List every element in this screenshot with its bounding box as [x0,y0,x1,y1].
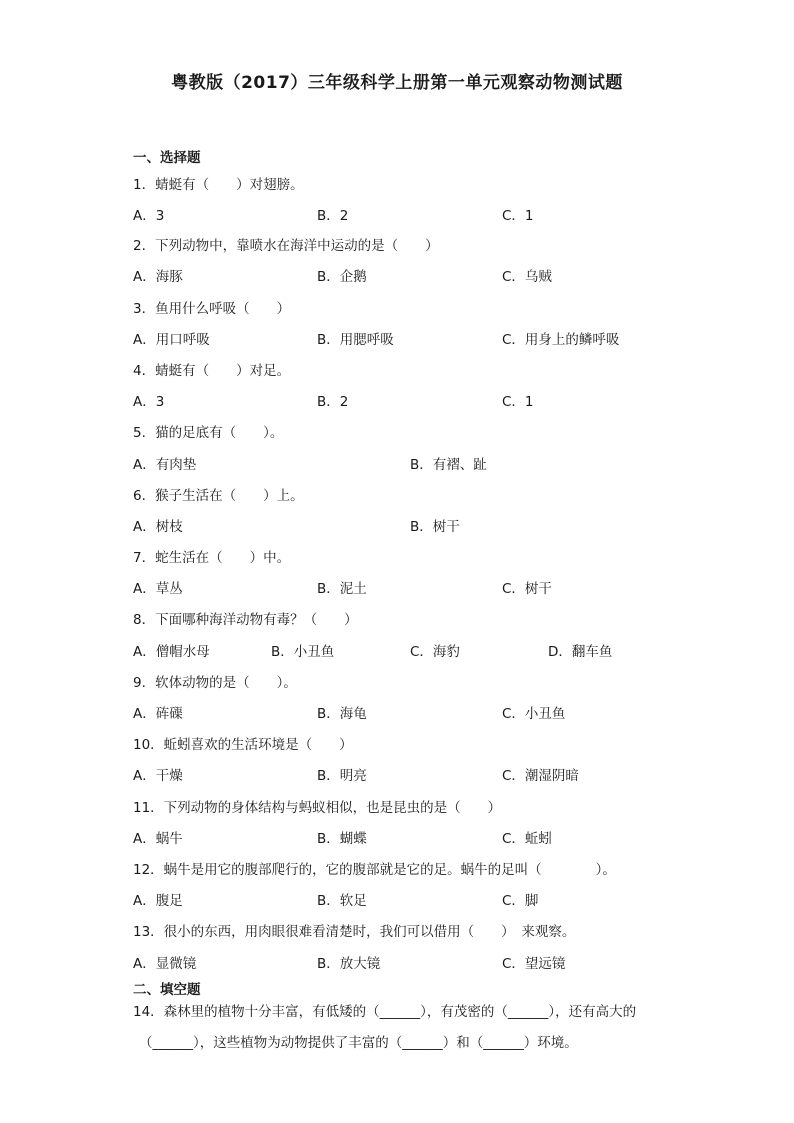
option-b: B．有褶、趾 [410,457,487,473]
question-stem: 10．蚯蚓喜欢的生活环境是（ ） [133,737,353,753]
option-c: C．树干 [502,581,552,597]
question-stem: 9．软体动物的是（ ）。 [133,675,297,691]
option-b: B．软足 [317,893,367,909]
option-b: B．泥土 [317,581,367,597]
option-a: A．蜗牛 [133,831,183,847]
option-b: B．树干 [410,519,460,535]
option-a: A．3 [133,208,165,224]
option-a: A．海豚 [133,269,183,285]
section-heading-choice: 一、选择题 [133,150,201,166]
question-stem: 7．蛇生活在（ ）中。 [133,550,291,566]
option-c: C．脚 [502,893,539,909]
option-b: B．2 [317,394,349,410]
option-b: B．用腮呼吸 [317,332,394,348]
option-a: A．砗磲 [133,706,183,722]
question-stem: 3．鱼用什么呼吸（ ） [133,301,291,317]
option-a: A．僧帽水母 [133,644,210,660]
option-a: A．有肉垫 [133,457,197,473]
option-a: A．显微镜 [133,956,197,972]
option-c: C．蚯蚓 [502,831,552,847]
option-a: A．3 [133,394,165,410]
option-d: D．翻车鱼 [548,644,613,660]
question-stem: 13．很小的东西，用肉眼很难看清楚时，我们可以借用（ ） 来观察。 [133,924,576,940]
section-heading-fill: 二、填空题 [133,982,201,998]
question-stem: 5．猫的足底有（ ）。 [133,425,284,441]
option-b: B．放大镜 [317,956,381,972]
question-stem: 6．猴子生活在（ ）上。 [133,488,304,504]
question-stem: 2．下列动物中，靠喷水在海洋中运动的是（ ） [133,238,439,254]
option-c: C．海豹 [410,644,460,660]
question-stem: 8．下面哪种海洋动物有毒？（ ） [133,612,358,628]
option-a: A．用口呼吸 [133,332,210,348]
option-b: B．企鹅 [317,269,367,285]
question-stem: 11．下列动物的身体结构与蚂蚁相似，也是昆虫的是（ ） [133,800,502,816]
option-c: C．1 [502,208,534,224]
question-stem: 4．蜻蜓有（ ）对足。 [133,363,291,379]
page-title: 粤教版（2017）三年级科学上册第一单元观察动物测试题 [171,73,623,93]
option-a: A．草丛 [133,581,183,597]
option-b: B．海龟 [317,706,367,722]
fill-question-line: （______），这些植物为动物提供了丰富的（______）和（______）环境。 [139,1035,578,1051]
option-b: B．2 [317,208,349,224]
option-c: C．潮湿阴暗 [502,768,579,784]
option-a: A．树枝 [133,519,183,535]
option-c: C．1 [502,394,534,410]
option-c: C．小丑鱼 [502,706,566,722]
option-c: C．望远镜 [502,956,566,972]
option-b: B．小丑鱼 [271,644,335,660]
option-a: A．腹足 [133,893,183,909]
option-a: A．干燥 [133,768,183,784]
fill-question [133,997,663,1059]
option-b: B．明亮 [317,768,367,784]
option-c: C．用身上的鳞呼吸 [502,332,620,348]
question-stem: 1．蜻蜓有（ ）对翅膀。 [133,177,304,193]
option-b: B．蝴蝶 [317,831,367,847]
question-stem: 12．蜗牛是用它的腹部爬行的，它的腹部就是它的足。蜗牛的足叫（ ）。 [133,862,616,878]
option-c: C．乌贼 [502,269,552,285]
fill-question-line: 14．森林里的植物十分丰富，有低矮的（______），有茂密的（______），还有高大的 [133,1004,637,1020]
